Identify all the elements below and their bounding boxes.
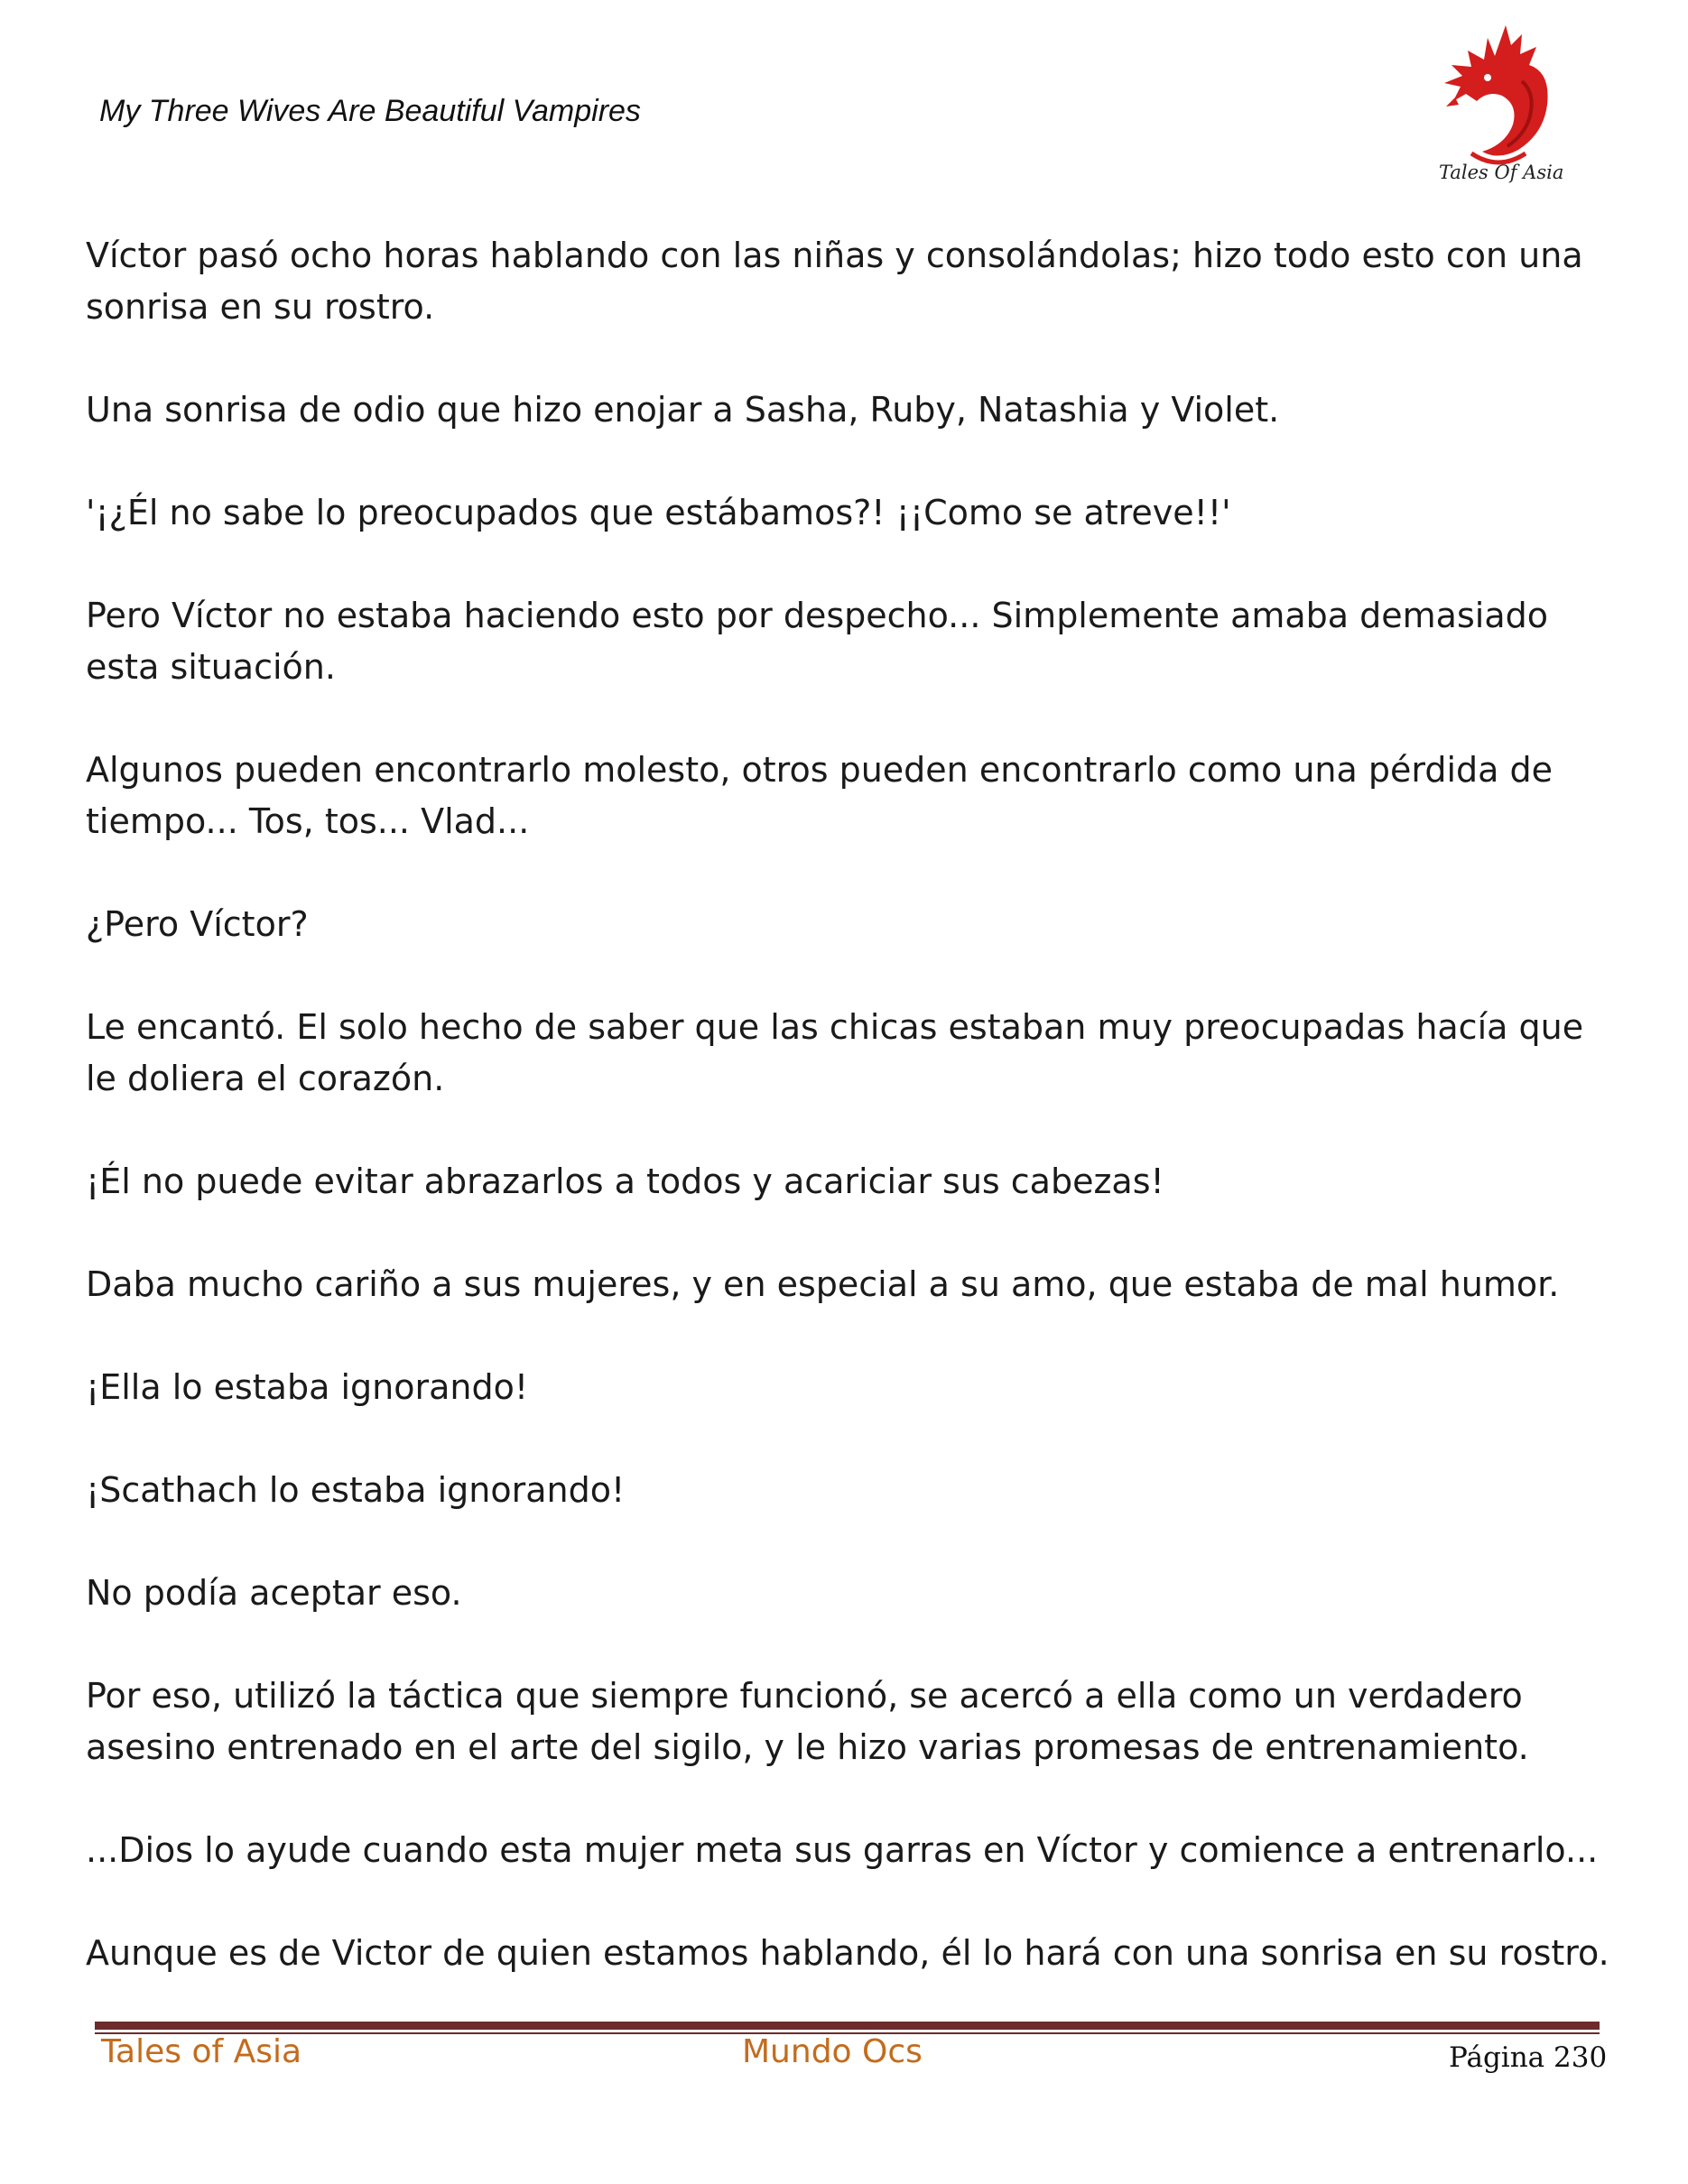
paragraph: ¿Pero Víctor?: [86, 904, 309, 944]
paragraph: '¡¿Él no sabe lo preocupados que estábamos?! ¡¡Como se atreve!!': [86, 493, 1231, 532]
dragon-icon: [1435, 18, 1571, 185]
footer-publisher: Tales of Asia: [101, 2033, 302, 2070]
paragraph: Algunos pueden encontrarlo molesto, otros pueden encontrarlo como una pérdida de tiempo... Tos, tos... Vlad...: [86, 750, 1553, 841]
paragraph: Le encantó. El solo hecho de saber que las chicas estaban muy preocupadas hacía que le doliera el corazón.: [86, 1007, 1584, 1098]
paragraph: No podía aceptar eso.: [86, 1573, 462, 1613]
footer-section: Mundo Ocs: [742, 2033, 923, 2070]
paragraph: Una sonrisa de odio que hizo enojar a Sasha, Ruby, Natashia y Violet.: [86, 390, 1280, 430]
paragraph: ¡Scathach lo estaba ignorando!: [86, 1470, 626, 1510]
footer-divider: [95, 2022, 1600, 2034]
tales-of-asia-logo: [1435, 18, 1571, 185]
footer-divider-thick: [95, 2022, 1600, 2030]
logo-text: Tales Of Asia: [1439, 162, 1564, 183]
document-header-title: My Three Wives Are Beautiful Vampires: [99, 94, 641, 128]
paragraph: ...Dios lo ayude cuando esta mujer meta sus garras en Víctor y comience a entrenarlo...: [86, 1830, 1599, 1870]
document-body: [86, 230, 1620, 2031]
paragraph: Pero Víctor no estaba haciendo esto por despecho... Simplemente amaba demasiado esta situación.: [86, 596, 1548, 687]
paragraph: Víctor pasó ocho horas hablando con las niñas y consolándolas; hizo todo esto con una sonrisa en su rostro.: [86, 236, 1583, 327]
paragraph: ¡Ella lo estaba ignorando!: [86, 1367, 529, 1407]
paragraph: Por eso, utilizó la táctica que siempre funcionó, se acercó a ella como un verdadero asesino entrenado en el arte del sigilo, y le hizo varias promesas de entrenamiento.: [86, 1676, 1529, 1767]
paragraph: ¡Él no puede evitar abrazarlos a todos y acariciar sus cabezas!: [86, 1161, 1164, 1201]
paragraph: Aunque es de Victor de quien estamos hablando, él lo hará con una sonrisa en su rostro.: [86, 1933, 1609, 1973]
paragraph: Daba mucho cariño a sus mujeres, y en especial a su amo, que estaba de mal humor.: [86, 1264, 1560, 1304]
page-number: Página 230: [1449, 2041, 1608, 2074]
